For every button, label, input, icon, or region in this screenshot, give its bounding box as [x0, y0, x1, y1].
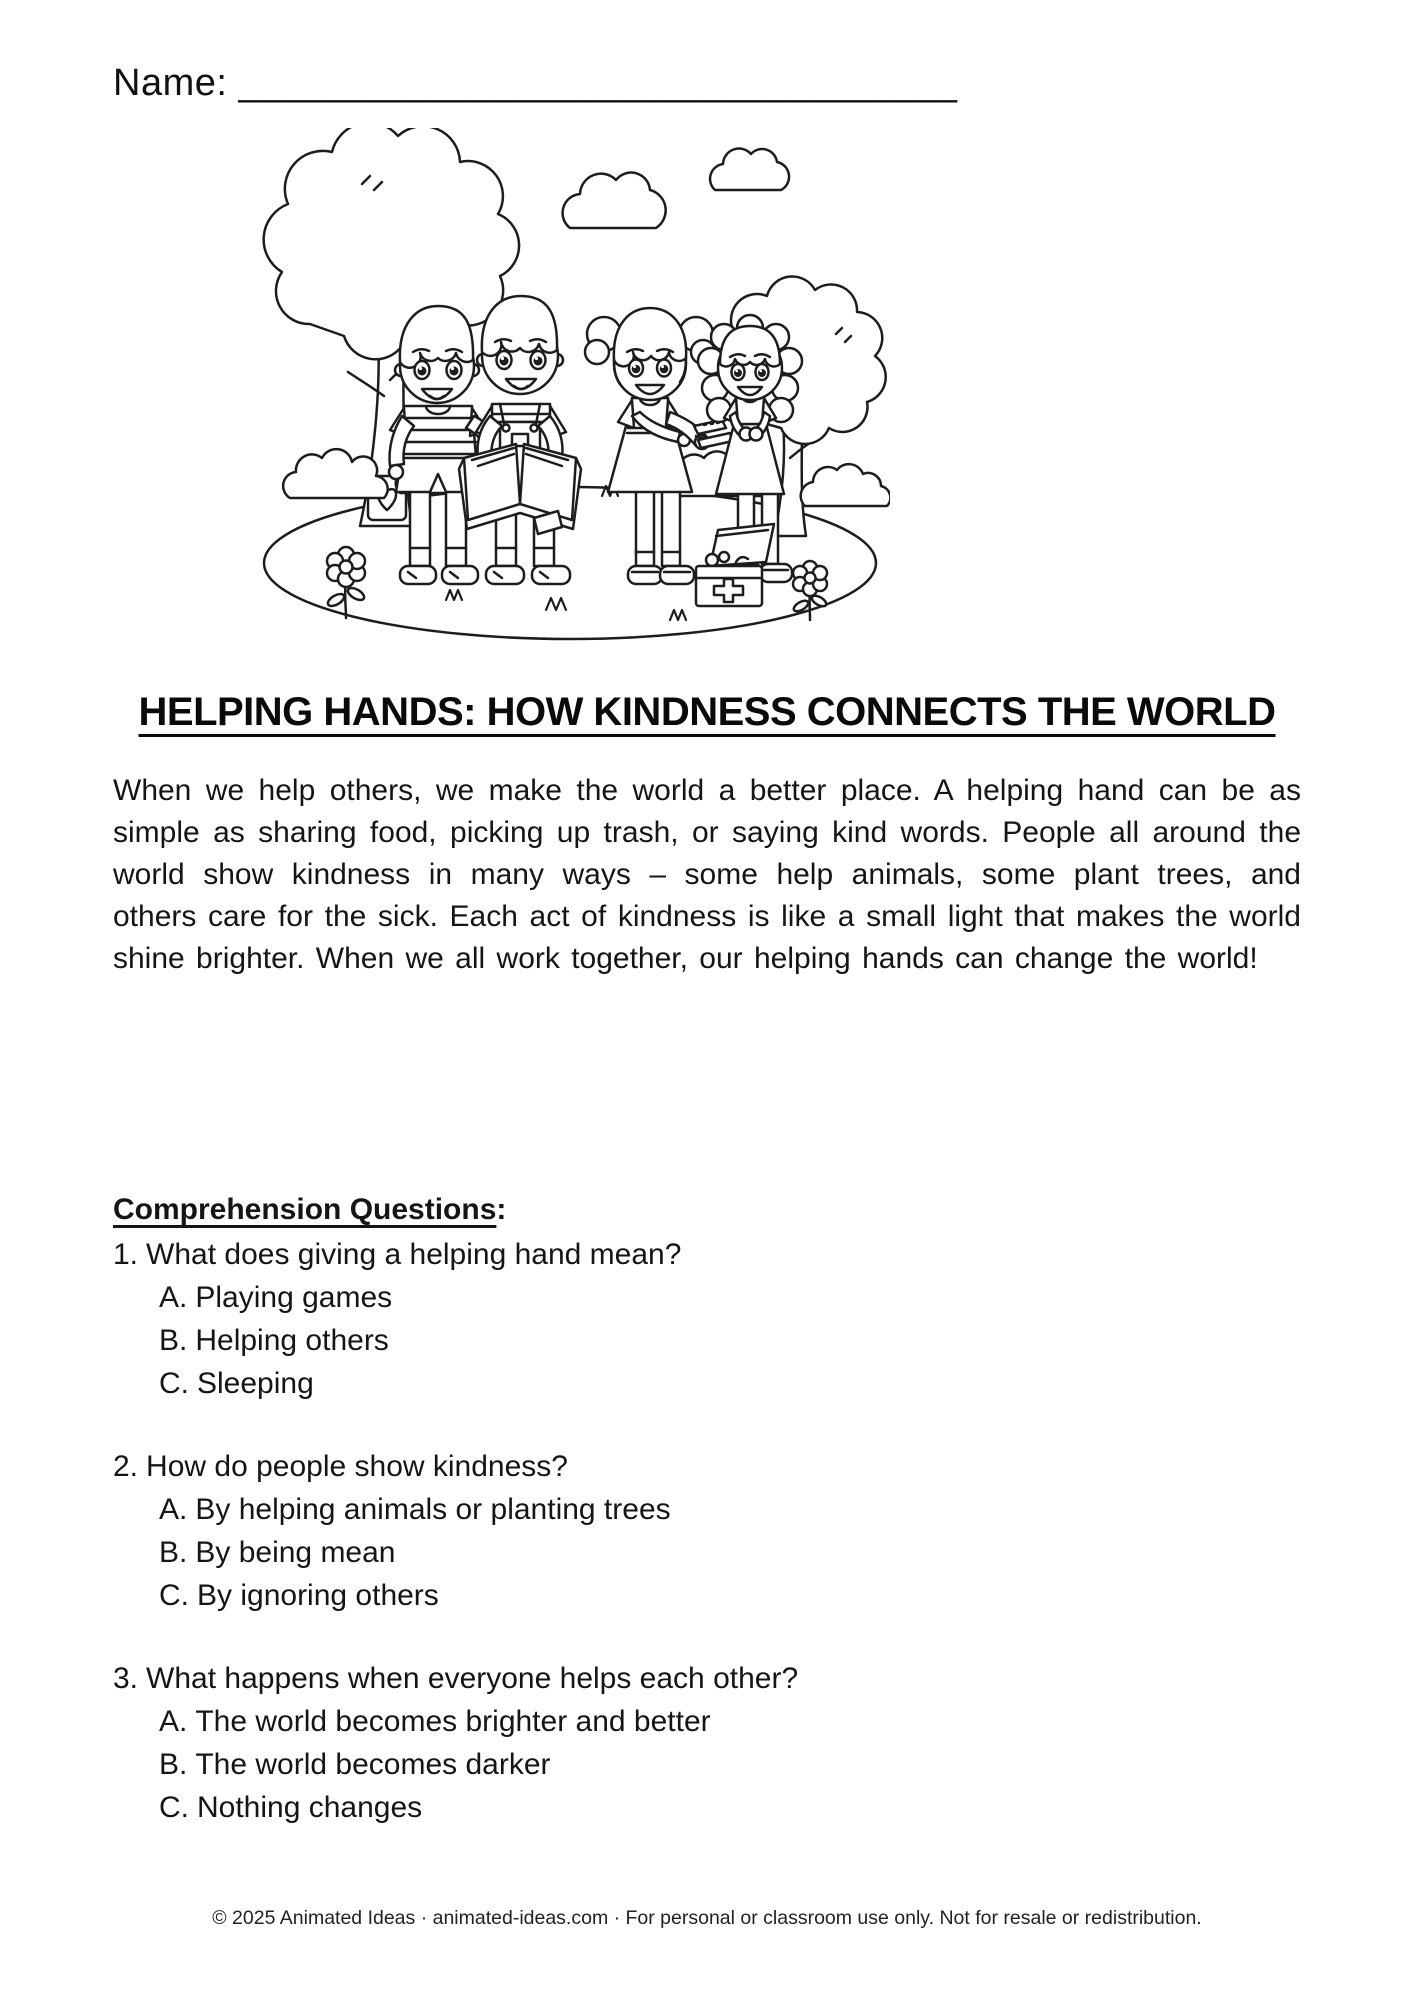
question-text: What happens when everyone helps each other?	[146, 1662, 799, 1695]
option: C. By ignoring others	[159, 1579, 439, 1612]
name-blank-line: __________________________________	[238, 62, 958, 104]
flower-icon	[792, 561, 828, 620]
question-3	[113, 1657, 1301, 1829]
question-number: 3.	[113, 1662, 139, 1695]
cloud-icon	[563, 149, 789, 228]
option: C. Nothing changes	[159, 1791, 423, 1824]
questions-heading: Comprehension Questions:	[113, 1193, 507, 1226]
reading-passage: When we help others, we make the world a better place. A helping hand can be as simple as sharing food, picking up trash, or saying kind words. People all around the world show kindness in many ways – some help animals, some plant trees, and others care for the sick. Each act of kindness is like a small light that makes the world shine brighter. When we all work together, our helping hands can change the world!	[113, 774, 1301, 975]
option: B. By being mean	[159, 1536, 396, 1569]
option: C. Sleeping	[159, 1367, 314, 1400]
name-label: Name:	[113, 62, 228, 104]
question-text: What does giving a helping hand mean?	[146, 1238, 682, 1271]
park-scene-illustration	[250, 128, 890, 663]
worksheet-illustration	[250, 128, 890, 663]
question-number: 2.	[113, 1450, 139, 1483]
option: A. By helping animals or planting trees	[159, 1493, 671, 1526]
option: B. The world becomes darker	[159, 1748, 551, 1781]
question-text: How do people show kindness?	[146, 1450, 568, 1483]
name-row	[113, 62, 957, 105]
page-title: HELPING HANDS: HOW KINDNESS CONNECTS THE WORLD	[138, 690, 1276, 734]
question-1	[113, 1233, 1301, 1405]
question-2	[113, 1445, 1301, 1617]
option: A. Playing games	[159, 1281, 393, 1314]
sandwich-icon	[694, 420, 733, 448]
option: A. The world becomes brighter and better	[159, 1705, 711, 1738]
question-number: 1.	[113, 1238, 139, 1271]
option: B. Helping others	[159, 1324, 389, 1357]
comprehension-questions-section	[113, 1188, 1301, 1829]
copyright-footer: © 2025 Animated Ideas · animated-ideas.com · For personal or classroom use only. Not for resale or redistribution.	[212, 1907, 1202, 1929]
